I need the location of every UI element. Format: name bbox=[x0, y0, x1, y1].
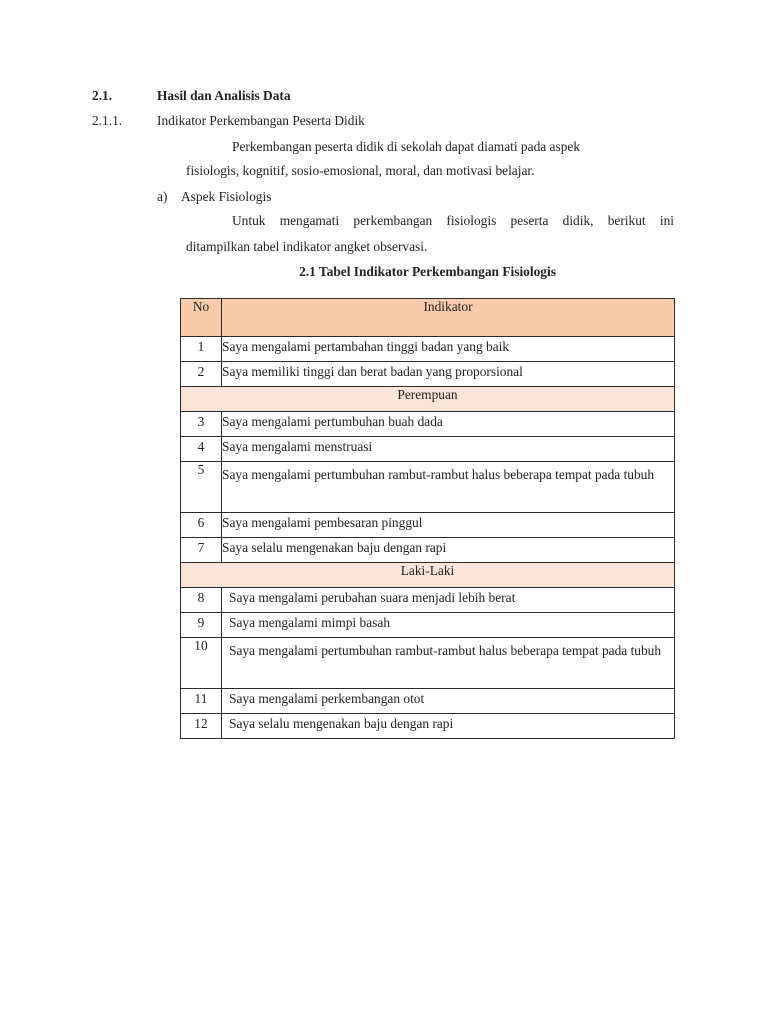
row-number: 11 bbox=[181, 689, 222, 714]
row-number: 10 bbox=[181, 638, 222, 689]
aspect-marker: a) bbox=[157, 189, 168, 204]
row-indicator: Saya mengalami perubahan suara menjadi lebih berat bbox=[222, 588, 675, 613]
row-indicator: Saya selalu mengenakan baju dengan rapi bbox=[222, 714, 675, 739]
subsection-number: 2.1.1. bbox=[92, 113, 123, 128]
table-row bbox=[181, 638, 675, 689]
table-row bbox=[181, 714, 675, 739]
row-indicator: Saya mengalami mimpi basah bbox=[222, 613, 675, 638]
table-row bbox=[181, 538, 675, 563]
row-number: 9 bbox=[181, 613, 222, 638]
table-header-row bbox=[181, 299, 675, 337]
row-indicator: Saya mengalami pertumbuhan rambut-rambut halus beberapa tempat pada tubuh bbox=[222, 638, 675, 689]
row-number: 4 bbox=[181, 437, 222, 462]
table-row bbox=[181, 437, 675, 462]
section-label-male: Laki-Laki bbox=[181, 563, 675, 588]
row-number: 5 bbox=[181, 462, 222, 513]
aspect-line-1: Untuk mengamati perkembangan fisiologis peserta didik, berikut ini bbox=[232, 213, 674, 228]
table-row bbox=[181, 513, 675, 538]
row-number: 7 bbox=[181, 538, 222, 563]
table-row bbox=[181, 337, 675, 362]
table-row bbox=[181, 588, 675, 613]
row-indicator: Saya mengalami pembesaran pinggul bbox=[222, 513, 675, 538]
subsection-title: Indikator Perkembangan Peserta Didik bbox=[157, 113, 365, 128]
intro-line-2: fisiologis, kognitif, sosio-emosional, moral, dan motivasi belajar. bbox=[186, 163, 535, 178]
table-row bbox=[181, 362, 675, 387]
header-no: No bbox=[181, 299, 222, 337]
row-indicator: Saya memiliki tinggi dan berat badan yang proporsional bbox=[222, 362, 675, 387]
row-indicator: Saya mengalami pertambahan tinggi badan yang baik bbox=[222, 337, 675, 362]
section-title: Hasil dan Analisis Data bbox=[157, 88, 291, 103]
section-row-female bbox=[181, 387, 675, 412]
table-row bbox=[181, 462, 675, 513]
indicator-table bbox=[180, 298, 675, 739]
row-indicator: Saya mengalami pertumbuhan buah dada bbox=[222, 412, 675, 437]
row-indicator: Saya mengalami pertumbuhan rambut-rambut halus beberapa tempat pada tubuh bbox=[222, 462, 675, 513]
section-row-male bbox=[181, 563, 675, 588]
table-caption: 2.1 Tabel Indikator Perkembangan Fisiologis bbox=[299, 264, 556, 279]
row-indicator: Saya mengalami menstruasi bbox=[222, 437, 675, 462]
header-indikator: Indikator bbox=[222, 299, 675, 337]
section-number: 2.1. bbox=[92, 88, 113, 103]
row-number: 2 bbox=[181, 362, 222, 387]
row-indicator: Saya mengalami perkembangan otot bbox=[222, 689, 675, 714]
section-label-female: Perempuan bbox=[181, 387, 675, 412]
row-indicator: Saya selalu mengenakan baju dengan rapi bbox=[222, 538, 675, 563]
row-number: 8 bbox=[181, 588, 222, 613]
row-number: 12 bbox=[181, 714, 222, 739]
aspect-line-2: ditampilkan tabel indikator angket observasi. bbox=[186, 239, 428, 254]
table-row bbox=[181, 613, 675, 638]
row-number: 1 bbox=[181, 337, 222, 362]
aspect-title: Aspek Fisiologis bbox=[181, 189, 272, 204]
intro-line-1: Perkembangan peserta didik di sekolah dapat diamati pada aspek bbox=[232, 139, 581, 154]
table-row bbox=[181, 412, 675, 437]
table-row bbox=[181, 689, 675, 714]
row-number: 3 bbox=[181, 412, 222, 437]
row-number: 6 bbox=[181, 513, 222, 538]
